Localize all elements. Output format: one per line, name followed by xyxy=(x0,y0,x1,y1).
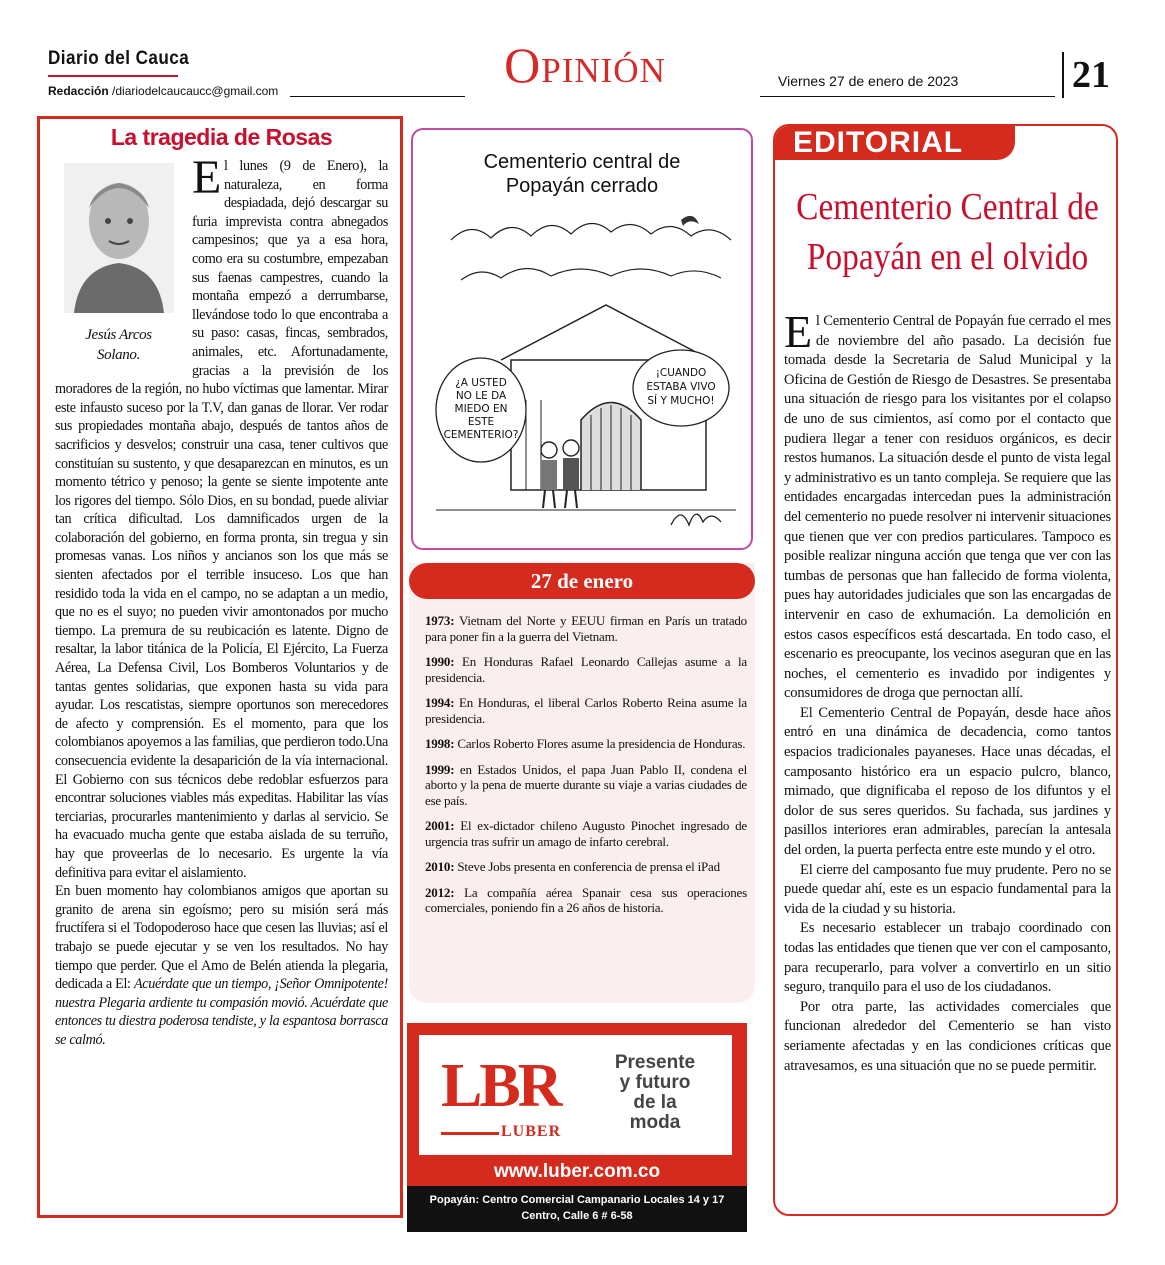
efemeride-text: en Estados Unidos, el papa Juan Pablo II, condena el aborto y la pena de muerte durante su viaje a varias ciudades de ese país. xyxy=(425,761,747,808)
bubble-left-line-1: ¿A USTED xyxy=(455,377,507,389)
ad-slogan-line1: Presente xyxy=(614,1052,696,1073)
efemeride-year: 1994: xyxy=(425,695,455,710)
masthead-rule-right xyxy=(760,96,1055,97)
author-caption xyxy=(55,325,182,365)
efemeride-text: La compañía aérea Spanair cesa sus operaciones comerciales, poniendo fin a 26 años de historia. xyxy=(425,884,747,915)
ad-brand-rule xyxy=(441,1132,499,1135)
efemeride-text: Vietnam del Norte y EEUU firman en París un tratado para poner fin a la guerra del Vietnam. xyxy=(425,613,747,644)
cartoon-title-line1: Cementerio central de xyxy=(483,151,681,173)
efemeride-item xyxy=(425,885,747,916)
efemeride-item xyxy=(425,613,747,644)
cartoon-panel xyxy=(411,128,753,550)
bubble-left-line-3: MIEDO EN xyxy=(454,403,508,415)
ad-logo-area xyxy=(419,1035,732,1155)
ad-address-line2: Centro, Calle 6 # 6-58 xyxy=(521,1210,633,1222)
page-number: 21 xyxy=(1072,54,1110,96)
opinion-paragraph-2 xyxy=(55,882,388,1049)
efemeride-year: 1973: xyxy=(425,613,455,628)
ad-brand-subtitle: LUBER xyxy=(501,1123,562,1140)
efemeride-year: 1990: xyxy=(425,654,455,669)
cartoon-illustration xyxy=(431,210,741,540)
bubble-right-line-1: ¡CUANDO xyxy=(655,367,707,379)
cartoon-title-line2: Popayán cerrado xyxy=(505,175,659,197)
efemeride-item xyxy=(425,654,747,685)
editorial-title-line1: Cementerio Central de xyxy=(796,186,1099,228)
opinion-paragraph-1-text: l lunes (9 de Enero), la naturaleza, en forma despiadada, dejó descargar su furia imprevista contra abnegados campesinos; que ya a esa hora, como era su costumbre, empezaban sus faenas campestres, cuando la montaña empezó a derrumbarse, llevándose todo lo que encontraba a su paso: casas, fincas, sembrados, animales, etc. Afortunadamente, gracias a la previsión de los moradores de la región, no hubo víctimas que lamentar. Mirar este infausto suceso por la T.V, dan ganas de llorar. Ver rodar sus propiedades montaña abajo, después de tantos años de sacrificios y desvelos; construir una casa, tener cultivos que constituían su sustento, y que desaparezcan en minutos, es un momento tétrico y penoso; la gente se siente impotente ante los rigores del tiempo. Sólo Dios, en su bondad, puede aliviar tan crítica dificultad. Los damnificados urgen de la colaboración del gobierno, en forma pronta, sin tregua y sin promesas vanas. Los niños y ancianos son los que más se sienten afectados por el terrible insuceso. Los que han residido toda la vida en el campo, no se adaptan a un medio, que no es el suyo; no pueden vivir amontonados por mucho tiempo. La premura de su reubicación es latente. Digno de resaltar, la labor titánica de la Policía, El Ejército, La Fuerza Aérea, La Defensa Civil, Los Bomberos Voluntarios y de tantas gentes solidarias, que exponen hasta su vida para ayudar. Los rescatistas, siempre oportunos son merecedores de afecto y comprensión. Es el momento, para que los colombianos apoyemos a las familias, que perdieron todo.Una consecuencia evidente la desaparición de la vía internacional. El Gobierno con sus técnicos debe redoblar esfuerzos para encontrar soluciones viables más expeditas. Habilitar las vías terciarias, procurarles mantenimiento y darlas al servicio. Se ha evacuado mucha gente que estaba aislada de su terruño, hay que proveerlas de lo necesario. Es urgente la vía definitiva para evitar el aislamiento. xyxy=(55,158,388,881)
luber-advertisement[interactable] xyxy=(407,1023,747,1222)
efemeride-text: En Honduras Rafael Leonardo Callejas asume a la presidencia. xyxy=(425,654,747,685)
efemeride-year: 2010: xyxy=(425,859,455,874)
editorial-paragraph-4: Es necesario establecer un trabajo coordinado con todas las entidades que tienen que ver con el camposanto, para recuperarlo, para volver a convertirlo en un sitio seguro, tranquilo para el uso de los ciudadanos. xyxy=(784,920,1111,996)
editorial-paragraph-2: El Cementerio Central de Popayán, desde hace años entró en una dinámica de decadencia, como tantos espacios tradicionales payaneses. Hace unas décadas, el camposanto histórico era un espacio pulcro, blanco, mimado, que dignificaba el reposo de los difuntos y el dolor de sus seres queridos. Su fachada, sus jardines y pasillos interiores eran admirables, parecían la antesala del orden, la puerta perfecta entre este mundo y el otro. xyxy=(784,704,1111,859)
author-name-line2: Solano. xyxy=(97,347,140,363)
efemeride-year: 1999: xyxy=(425,761,455,777)
efemerides-header: 27 de enero xyxy=(409,563,755,599)
efemeride-item xyxy=(425,762,747,809)
redaccion-label: Redacción xyxy=(48,84,109,98)
opinion-title: La tragedia de Rosas xyxy=(110,124,333,150)
ad-logo-box xyxy=(419,1035,587,1155)
author-photo-block xyxy=(55,163,182,365)
efemeride-item xyxy=(425,859,747,875)
bubble-left-line-2: NO LE DA xyxy=(455,390,507,402)
editorial-paragraph-1-text: l Cementerio Central de Popayán fue cerrado el mes de noviembre del año pasado. La decisión fue tomada desde la Secretaria de Salud Municipal y la Oficina de Gestión de Riesgo de Desastres. Se presentaba una situación de riesgo para los visitantes por el colapso de uno de sus cimientos, así como por el contacto que pudiera llegar a tener con residuos orgánicos, es decir restos humanos. La situación desde el punto de vista legal y administrativo es un tanto compleja. Se requiere que las entidades encargadas intercedan pues la administración del cementerio no puede resolver ni intervenir situaciones que tienen que ver con predios particulares. Tampoco es posible realizar ninguna acción que tenga que ver con las tumbas de personas que han fallecido de forma violenta, pues hay autoridades judiciales que son las encargadas de intervenir en caso de exhumación. La demolición en estos casos específicos está descartada. En todo caso, el escenario es preocupante, los vecinos aseguran que en las noches, el cementerio es invadido por indigentes y consumidores de droga que pernoctan allí. xyxy=(784,313,1111,702)
efemeride-item xyxy=(425,736,747,752)
ad-slogan-line3: de la xyxy=(633,1092,677,1113)
paper-name-rule xyxy=(48,75,178,77)
bubble-right-line-2: ESTABA VIVO xyxy=(646,381,716,393)
editorial-paragraph-5: Por otra parte, las actividades comerciales que funcionan alrededor del Cementerio se han visto seriamente afectadas y en las condiciones críticas que atravesamos, es una situación que no se puede permitir. xyxy=(784,998,1111,1074)
ad-slogan xyxy=(605,1053,705,1133)
editorial-body xyxy=(784,306,1111,1076)
efemeride-text: En Honduras, el liberal Carlos Roberto Reina asume la presidencia. xyxy=(425,695,747,726)
efemeride-year: 2012: xyxy=(425,884,455,900)
author-name-line1: Jesús Arcos xyxy=(85,327,152,343)
ad-slogan-line2: y futuro xyxy=(619,1072,691,1093)
redaccion-line xyxy=(48,84,278,98)
ad-address xyxy=(407,1186,747,1232)
opinion-prayer-quote: Acuérdate que un tiempo, ¡Señor Omnipotente! nuestra Plegaria ardiente tu compasión movió. Acuérdate que entonces tu diestra poderosa tendiste, y la espantosa borrasca se calmó. xyxy=(55,976,388,1048)
editorial-tab: EDITORIAL xyxy=(775,126,1015,160)
editorial-title xyxy=(796,182,1100,282)
opinion-dropcap: E xyxy=(192,151,221,204)
issue-date: Viernes 27 de enero de 2023 xyxy=(778,73,959,89)
section-title: Opinión xyxy=(504,37,666,93)
efemeride-item xyxy=(425,695,747,726)
cartoon-title xyxy=(413,150,751,198)
efemerides-panel xyxy=(409,563,755,1003)
bubble-left-line-4: ESTE xyxy=(467,416,495,428)
ad-address-line1: Popayán: Centro Comercial Campanario Locales 14 y 17 xyxy=(429,1194,725,1206)
ad-brand-logo: LBR xyxy=(441,1052,560,1120)
masthead-rule-left xyxy=(290,96,465,97)
editorial-dropcap: E xyxy=(784,306,812,357)
page-number-separator xyxy=(1062,52,1064,98)
paper-name: Diario del Cauca xyxy=(48,48,190,69)
editorial-paragraph-1 xyxy=(784,306,1111,704)
efemeride-text: El ex-dictador chileno Augusto Pinochet ingresado de urgencia tras sufrir un amago de infarto cerebral. xyxy=(425,818,747,849)
efemeride-year: 2001: xyxy=(425,818,455,833)
redaccion-email: /diariodelcaucaucc@gmail.com xyxy=(108,84,279,98)
efemeride-year: 1998: xyxy=(425,736,455,751)
opinion-paragraph-2-text: En buen momento hay colombianos amigos que aportan su granito de arena sin egoísmo; pero su misión será más fructífera si el Todopoderoso hace que cesen las lluvias; así el trabajo se puede ejecutar y se ven los resultados. No hay tiempo que perder. Que el Amo de Belén atienda la plegaria, dedicada a El: xyxy=(55,883,388,993)
ad-slogan-line4: moda xyxy=(629,1112,681,1133)
efemeride-text: Steve Jobs presenta en conferencia de prensa el iPad xyxy=(454,859,720,874)
editorial-column xyxy=(773,124,1118,1216)
opinion-body xyxy=(55,151,388,1050)
efemeride-item xyxy=(425,818,747,849)
editorial-title-line2: Popayán en el olvido xyxy=(806,236,1089,278)
opinion-column xyxy=(37,116,403,1218)
author-photo xyxy=(64,163,174,313)
bubble-left-line-5: CEMENTERIO? xyxy=(443,429,519,441)
bubble-right-line-3: SÍ Y MUCHO! xyxy=(647,395,715,407)
masthead xyxy=(0,0,1165,112)
editorial-paragraph-3: El cierre del camposanto fue muy prudente. Pero no se puede quedar ahí, este es un espacio fundamental para la vida de la ciudad y su historia. xyxy=(784,861,1111,917)
efemerides-list xyxy=(425,613,747,926)
efemeride-text: Carlos Roberto Flores asume la presidencia de Honduras. xyxy=(454,736,746,751)
ad-website-link[interactable]: www.luber.com.co xyxy=(493,1161,661,1182)
